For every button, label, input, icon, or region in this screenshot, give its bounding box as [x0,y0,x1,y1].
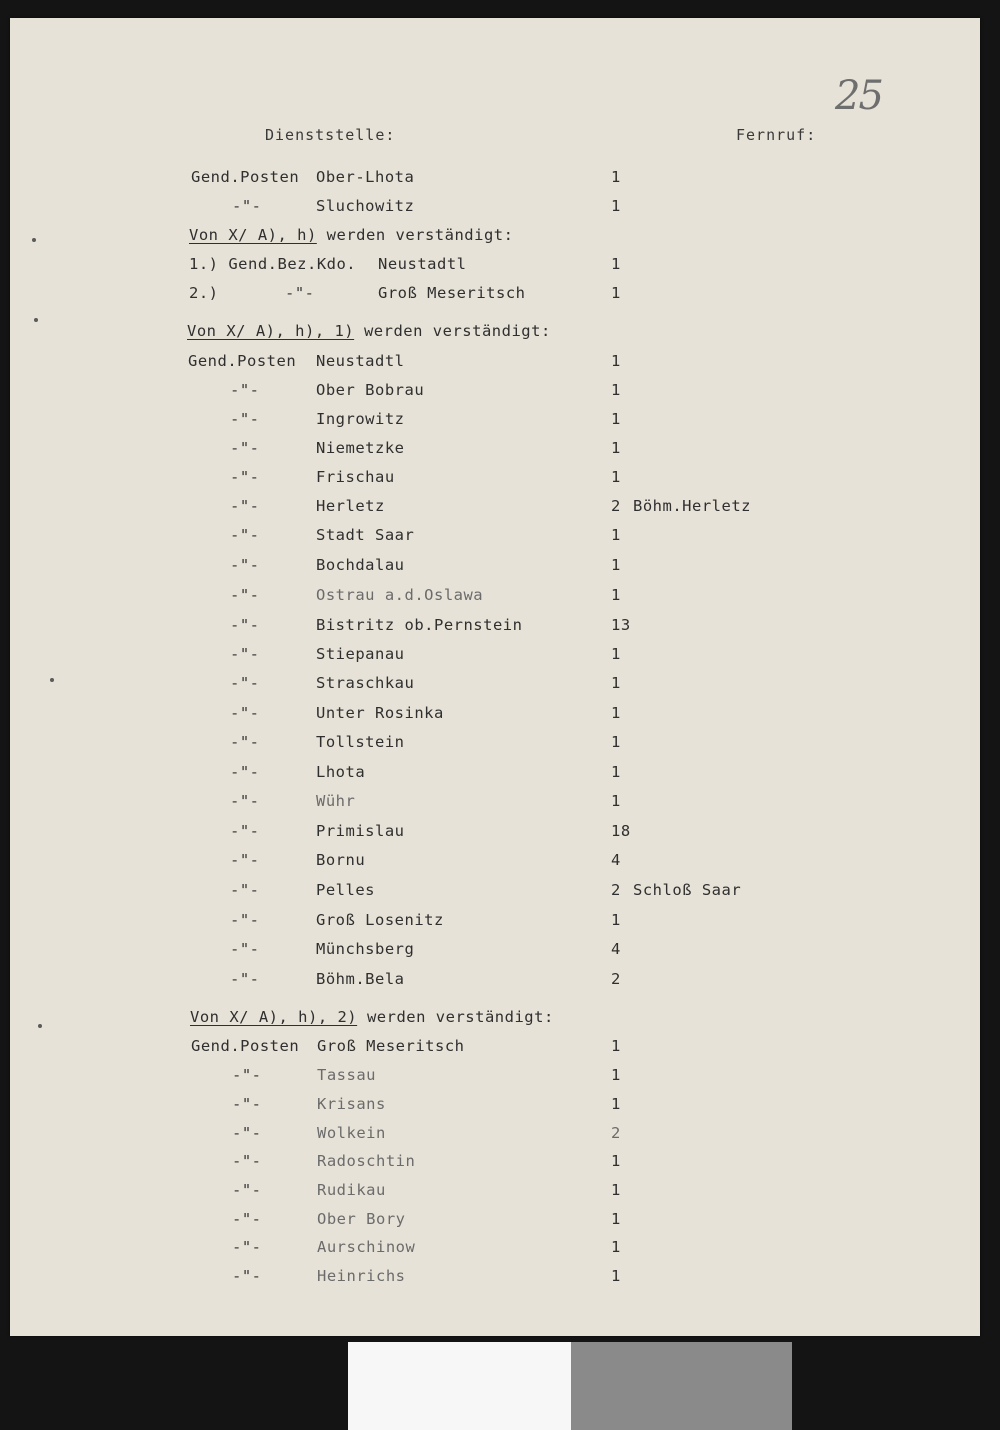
entry-row-station-b: Primislau [316,822,405,840]
entry-row-phone: 1 [611,763,621,781]
entry-row-station-b: Herletz [316,497,385,515]
entry-row-phone: 18 [611,822,631,840]
ditto-mark: -"- [230,439,260,457]
entry-row-station-b: Groß Meseritsch [317,1037,465,1055]
entry-row-station-b: Stiepanau [316,645,405,663]
ditto-mark: -"- [230,381,260,399]
entry-row-phone: 1 [611,704,621,722]
punch-mark [34,318,38,322]
entry-row-note: Schloß Saar [633,881,742,899]
entry-row-phone: 2 [611,1124,621,1142]
entry-row-phone: 1 [611,911,621,929]
section-heading-text: werden verständigt: [354,322,551,340]
entry-row-phone: 1 [611,1037,621,1055]
ditto-mark: -"- [230,822,260,840]
entry-row-station-b: Neustadtl [316,352,405,370]
entry-row-phone: 1 [611,255,621,273]
entry-row-phone: 2 [611,970,621,988]
entry-row-station-b: Groß Losenitz [316,911,444,929]
ditto-mark: -"- [230,556,260,574]
entry-row-phone: 1 [611,197,621,215]
section-heading [189,226,513,244]
ditto-mark: -"- [232,1124,262,1142]
entry-row-station-b: Bistritz ob.Pernstein [316,616,523,634]
section-reference: Von X/ A), h) [189,226,317,244]
entry-row-station-b: Sluchowitz [316,197,415,215]
ditto-mark: -"- [230,586,260,604]
entry-row-phone: 1 [611,733,621,751]
entry-row-station-b: Lhota [316,763,366,781]
section-reference: Von X/ A), h), 2) [190,1008,358,1026]
entry-row-station-b: Groß Meseritsch [378,284,526,302]
ditto-mark: -"- [230,792,260,810]
entry-row-note: Böhm.Herletz [633,497,751,515]
entry-row-phone: 2 [611,881,621,899]
entry-row-phone: 1 [611,586,621,604]
entry-row-station-b: Niemetzke [316,439,405,457]
entry-row-phone: 1 [611,526,621,544]
ditto-mark: -"- [230,526,260,544]
entry-row-phone: 1 [611,1210,621,1228]
entry-row-phone: 1 [611,556,621,574]
calibration-card-gray [571,1342,792,1430]
section-heading-text: werden verständigt: [316,226,514,244]
entry-row-phone: 1 [611,1095,621,1113]
entry-row-station-a: Gend.Posten [191,168,300,186]
entry-row-phone: 1 [611,1238,621,1256]
entry-row-phone: 1 [611,1066,621,1084]
entry-row-station-b: Neustadtl [378,255,467,273]
ditto-mark: -"- [232,1210,262,1228]
entry-row-phone: 1 [611,168,621,186]
ditto-mark: -"- [230,410,260,428]
ditto-mark: -"- [285,284,315,302]
ditto-mark: -"- [230,763,260,781]
entry-row-station-b: Tassau [317,1066,376,1084]
entry-row-station-b: Aurschinow [317,1238,416,1256]
entry-row-phone: 1 [611,352,621,370]
entry-row-phone: 1 [611,284,621,302]
entry-row-station-b: Radoschtin [317,1152,416,1170]
ditto-mark: -"- [232,1181,262,1199]
header-fernruf: Fernruf: [736,126,817,144]
ditto-mark: -"- [230,911,260,929]
ditto-mark: -"- [230,733,260,751]
ditto-mark: -"- [230,970,260,988]
entry-row-station-b: Ober Bory [317,1210,406,1228]
entry-row-phone: 1 [611,410,621,428]
ditto-mark: -"- [232,1066,262,1084]
entry-row-station-b: Rudikau [317,1181,386,1199]
entry-row-phone: 1 [611,1152,621,1170]
entry-row-station-b: Ostrau a.d.Oslawa [316,586,484,604]
handwritten-page-number: 25 [835,73,882,119]
entry-row-station-b: Heinrichs [317,1267,406,1285]
ditto-mark: -"- [230,616,260,634]
ditto-mark: -"- [230,645,260,663]
entry-row-station-b: Wühr [316,792,356,810]
entry-row-station-b: Bochdalau [316,556,405,574]
calibration-card-white [348,1342,571,1430]
entry-row-phone: 1 [611,381,621,399]
ditto-mark: -"- [230,497,260,515]
entry-row-station-b: Ober-Lhota [316,168,415,186]
entry-row-phone: 1 [611,1181,621,1199]
ditto-mark: -"- [230,704,260,722]
entry-row-station-b: Tollstein [316,733,405,751]
ditto-mark: -"- [232,1152,262,1170]
ditto-mark: -"- [230,674,260,692]
section-heading [190,1008,554,1026]
entry-row-phone: 4 [611,940,621,958]
entry-row-phone: 1 [611,645,621,663]
entry-row-station-b: Ingrowitz [316,410,405,428]
entry-row-station-b: Unter Rosinka [316,704,444,722]
entry-row-phone: 1 [611,439,621,457]
ditto-mark: -"- [230,468,260,486]
entry-row-station-b: Stadt Saar [316,526,415,544]
entry-row-phone: 2 [611,497,621,515]
ditto-mark: -"- [230,881,260,899]
punch-mark [50,678,54,682]
entry-row-station-b: Ober Bobrau [316,381,425,399]
entry-row-station-a: 1.) Gend.Bez.Kdo. [189,255,357,273]
entry-row-phone: 1 [611,1267,621,1285]
entry-row-station-b: Frischau [316,468,395,486]
ditto-mark: -"- [232,1238,262,1256]
entry-row-phone: 1 [611,468,621,486]
entry-row-station-b: Böhm.Bela [316,970,405,988]
entry-row-station-b: Wolkein [317,1124,386,1142]
entry-row-station-a: Gend.Posten [188,352,297,370]
entry-row-station-b: Krisans [317,1095,386,1113]
entry-row-phone: 4 [611,851,621,869]
ditto-mark: -"- [232,1267,262,1285]
entry-row-station-a: 2.) [189,284,219,302]
entry-row-station-b: Straschkau [316,674,415,692]
punch-mark [32,238,36,242]
entry-row-station-b: Münchsberg [316,940,415,958]
punch-mark [38,1024,42,1028]
ditto-mark: -"- [230,851,260,869]
ditto-mark: -"- [230,940,260,958]
entry-row-station-b: Bornu [316,851,366,869]
ditto-mark: -"- [232,1095,262,1113]
entry-row-station-a: Gend.Posten [191,1037,300,1055]
ditto-mark: -"- [232,197,262,215]
section-heading [187,322,551,340]
entry-row-station-b: Pelles [316,881,375,899]
entry-row-phone: 1 [611,674,621,692]
section-reference: Von X/ A), h), 1) [187,322,355,340]
header-dienststelle: Dienststelle: [265,126,396,144]
entry-row-phone: 13 [611,616,631,634]
section-heading-text: werden verständigt: [357,1008,554,1026]
document-page [10,18,980,1336]
entry-row-phone: 1 [611,792,621,810]
